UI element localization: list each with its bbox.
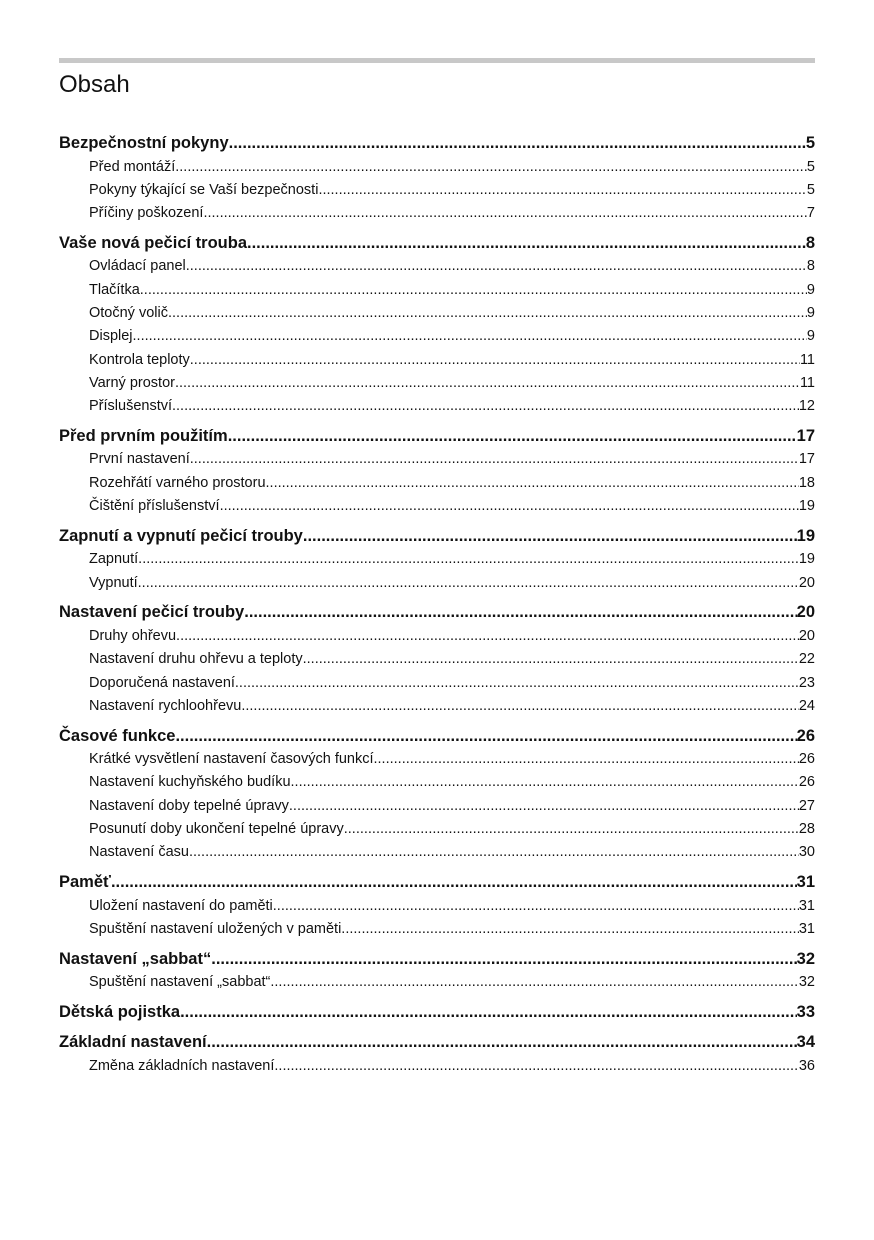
toc-chapter-zakladni-nastaveni[interactable] (59, 1031, 815, 1055)
toc-page-number: 26 (796, 726, 815, 745)
toc-page-number: 34 (796, 1033, 815, 1052)
toc-entry-title: Displej (89, 328, 133, 345)
toc-page-number: 26 (798, 774, 815, 791)
toc-chapter-nastaveni-pecici-trouby[interactable] (59, 601, 815, 625)
dot-leader (207, 1031, 797, 1055)
dot-leader (189, 841, 799, 864)
table-of-contents (59, 132, 815, 1078)
toc-entry-title: Před prvním použitím (59, 426, 228, 445)
dot-leader (180, 1001, 797, 1025)
toc-entry-title: Spuštění nastavení uložených v paměti (89, 920, 342, 937)
toc-entry-title: Zapnutí a vypnutí pečicí trouby (59, 526, 303, 545)
toc-page-number: 9 (806, 328, 815, 345)
toc-entry-title: Otočný volič (89, 304, 168, 321)
toc-entry-title: Příčiny poškození (89, 205, 204, 222)
toc-page-number: 31 (798, 920, 815, 937)
dot-leader (266, 472, 799, 495)
toc-page-number: 8 (806, 258, 815, 275)
toc-entry-title: Příslušenství (89, 398, 172, 415)
dot-leader (133, 325, 807, 348)
dot-leader (270, 971, 798, 994)
toc-entry-title: Nastavení kuchyňského budíku (89, 774, 291, 791)
toc-section-displej[interactable] (59, 325, 815, 348)
toc-section-kontrola-teploty[interactable] (59, 349, 815, 372)
toc-page-number: 28 (798, 821, 815, 838)
toc-page-number: 32 (796, 949, 815, 968)
toc-entry-title: Posunutí doby ukončení tepelné úpravy (89, 821, 344, 838)
dot-leader (186, 255, 807, 278)
toc-entry-title: Nastavení doby tepelné úpravy (89, 797, 289, 814)
toc-entry-title: Krátké vysvětlení nastavení časových funkcí (89, 751, 374, 768)
dot-leader (229, 132, 806, 156)
page-title: Obsah (59, 71, 130, 98)
toc-page-number: 17 (796, 426, 815, 445)
toc-entry-title: Nastavení času (89, 844, 189, 861)
toc-entry-title: Druhy ohřevu (89, 627, 177, 644)
toc-section-prvni-nastaveni[interactable] (59, 448, 815, 471)
dot-leader (175, 156, 807, 179)
toc-entry-title: Změna základních nastavení (89, 1057, 275, 1074)
toc-chapter-nastaveni-sabbat[interactable] (59, 948, 815, 972)
dot-leader (374, 748, 799, 771)
dot-leader (175, 372, 800, 395)
toc-section-zmena-zakladnich-nastaveni[interactable] (59, 1055, 815, 1078)
toc-page-number: 19 (798, 498, 815, 515)
toc-entry-title: Rozehřátí varného prostoru (89, 474, 266, 491)
toc-page-number: 33 (796, 1003, 815, 1022)
toc-chapter-detska-pojistka[interactable] (59, 1001, 815, 1025)
dot-leader (138, 572, 799, 595)
dot-leader (244, 601, 796, 625)
dot-leader (303, 648, 799, 671)
toc-page-number: 19 (798, 551, 815, 568)
toc-entry-title: Kontrola teploty (89, 351, 190, 368)
toc-section-pred-montazi[interactable] (59, 156, 815, 179)
toc-entry-title: Dětská pojistka (59, 1003, 181, 1022)
toc-page-number: 32 (798, 974, 815, 991)
toc-section-otocny-volic[interactable] (59, 302, 815, 325)
toc-section-nastaveni-casu[interactable] (59, 841, 815, 864)
dot-leader (190, 448, 799, 471)
toc-section-kratke-vysvetleni-nastaveni-casovych-funkci[interactable] (59, 748, 815, 771)
toc-entry-title: Vypnutí (89, 574, 138, 591)
toc-entry-title: Paměť (59, 873, 111, 892)
dot-leader (140, 279, 807, 302)
toc-entry-title: Vaše nová pečicí trouba (59, 233, 247, 252)
toc-section-pokyny-tykajici-se-vasi-bezpecnosti[interactable] (59, 179, 815, 202)
toc-page-number: 22 (798, 651, 815, 668)
dot-leader (289, 795, 799, 818)
toc-page-number: 20 (798, 627, 815, 644)
toc-section-varny-prostor[interactable] (59, 372, 815, 395)
toc-entry-title: Tlačítka (89, 281, 140, 298)
dot-leader (273, 895, 799, 918)
toc-entry-title: Varný prostor (89, 374, 175, 391)
toc-section-nastaveni-doby-tepelne-upravy[interactable] (59, 795, 815, 818)
toc-chapter-zapnuti-a-vypnuti-pecici-trouby[interactable] (59, 525, 815, 549)
toc-section-posunuti-doby-ukonceni-tepelne-upravy[interactable] (59, 818, 815, 841)
toc-chapter-casove-funkce[interactable] (59, 725, 815, 749)
dot-leader (341, 918, 799, 941)
toc-entry-title: Základní nastavení (59, 1033, 207, 1052)
toc-page-number: 31 (796, 873, 815, 892)
toc-page-number: 31 (798, 897, 815, 914)
dot-leader (111, 871, 797, 895)
toc-page-number: 8 (805, 233, 815, 252)
toc-page-number: 19 (796, 526, 815, 545)
dot-leader (303, 525, 797, 549)
toc-page-number: 12 (798, 398, 815, 415)
toc-page-number: 26 (798, 751, 815, 768)
dot-leader (274, 1055, 798, 1078)
toc-entry-title: Bezpečnostní pokyny (59, 134, 229, 152)
dot-leader (235, 672, 799, 695)
dot-leader (211, 948, 796, 972)
dot-leader (203, 202, 806, 225)
toc-entry-title: Nastavení druhu ohřevu a teploty (89, 651, 303, 668)
toc-section-cisteni-prislusenstvi[interactable] (59, 495, 815, 518)
toc-section-zapnuti[interactable] (59, 548, 815, 571)
dot-leader (138, 548, 799, 571)
toc-section-druhy-ohrevu[interactable] (59, 625, 815, 648)
toc-section-nastaveni-druhu-ohrevu-a-teploty[interactable] (59, 648, 815, 671)
toc-chapter-vase-nova-pecici-trouba[interactable] (59, 232, 815, 256)
dot-leader (228, 425, 797, 449)
toc-section-priciny-poskozeni[interactable] (59, 202, 815, 225)
toc-page-number: 24 (798, 697, 815, 714)
toc-entry-title: Čištění příslušenství (89, 498, 220, 515)
toc-section-prislusenstvi[interactable] (59, 395, 815, 418)
toc-entry-title: Nastavení rychloohřevu (89, 697, 242, 714)
toc-section-ulozeni-nastaveni-do-pameti[interactable] (59, 895, 815, 918)
toc-page-number: 20 (796, 603, 815, 622)
dot-leader (247, 232, 806, 256)
toc-section-ovladaci-panel[interactable] (59, 255, 815, 278)
toc-page-number: 23 (798, 674, 815, 691)
toc-section-doporucena-nastaveni[interactable] (59, 672, 815, 695)
toc-chapter-pred-prvnim-pouzitim[interactable] (59, 425, 815, 449)
top-rule (59, 58, 815, 63)
toc-page-number: 17 (798, 451, 815, 468)
toc-section-nastaveni-kuchynskeho-budiku[interactable] (59, 771, 815, 794)
toc-page-number: 11 (799, 374, 815, 391)
toc-section-spusteni-nastaveni-ulozenych-v-pameti[interactable] (59, 918, 815, 941)
toc-section-tlacitka[interactable] (59, 279, 815, 302)
toc-section-vypnuti[interactable] (59, 572, 815, 595)
toc-entry-title: Nastavení „sabbat“ (59, 949, 212, 968)
toc-page-number: 11 (799, 351, 815, 368)
toc-page-number: 9 (806, 304, 815, 321)
toc-section-spusteni-nastaveni-sabbat[interactable] (59, 971, 815, 994)
toc-page-number: 7 (806, 205, 815, 222)
toc-entry-title: Pokyny týkající se Vaší bezpečnosti (89, 181, 319, 198)
toc-entry-title: Před montáží (89, 158, 176, 175)
toc-page-number: 18 (798, 474, 815, 491)
toc-chapter-pamet[interactable] (59, 871, 815, 895)
toc-page-number: 5 (806, 158, 815, 175)
dot-leader (241, 695, 799, 718)
toc-page-number: 5 (806, 181, 815, 198)
toc-page-number: 20 (798, 574, 815, 591)
dot-leader (220, 495, 799, 518)
toc-entry-title: Doporučená nastavení (89, 674, 235, 691)
toc-entry-title: Nastavení pečicí trouby (59, 603, 245, 622)
dot-leader (190, 349, 800, 372)
dot-leader (175, 725, 796, 749)
dot-leader (168, 302, 807, 325)
toc-entry-title: Časové funkce (59, 726, 176, 745)
toc-page-number: 5 (805, 134, 815, 152)
toc-page-number: 27 (798, 797, 815, 814)
toc-entry-title: Zapnutí (89, 551, 139, 568)
dot-leader (176, 625, 799, 648)
toc-chapter-bezpecnostni-pokyny[interactable] (59, 132, 815, 156)
toc-page-number: 30 (798, 844, 815, 861)
dot-leader (344, 818, 799, 841)
toc-section-nastaveni-rychloohrevu[interactable] (59, 695, 815, 718)
toc-page-number: 36 (798, 1057, 815, 1074)
toc-entry-title: Uložení nastavení do paměti (89, 897, 273, 914)
toc-entry-title: Ovládací panel (89, 258, 186, 275)
toc-page-number: 9 (806, 281, 815, 298)
dot-leader (172, 395, 799, 418)
dot-leader (318, 179, 806, 202)
dot-leader (291, 771, 799, 794)
toc-entry-title: Spuštění nastavení „sabbat“ (89, 974, 271, 991)
toc-entry-title: První nastavení (89, 451, 190, 468)
toc-section-rozehrati-varneho-prostoru[interactable] (59, 472, 815, 495)
